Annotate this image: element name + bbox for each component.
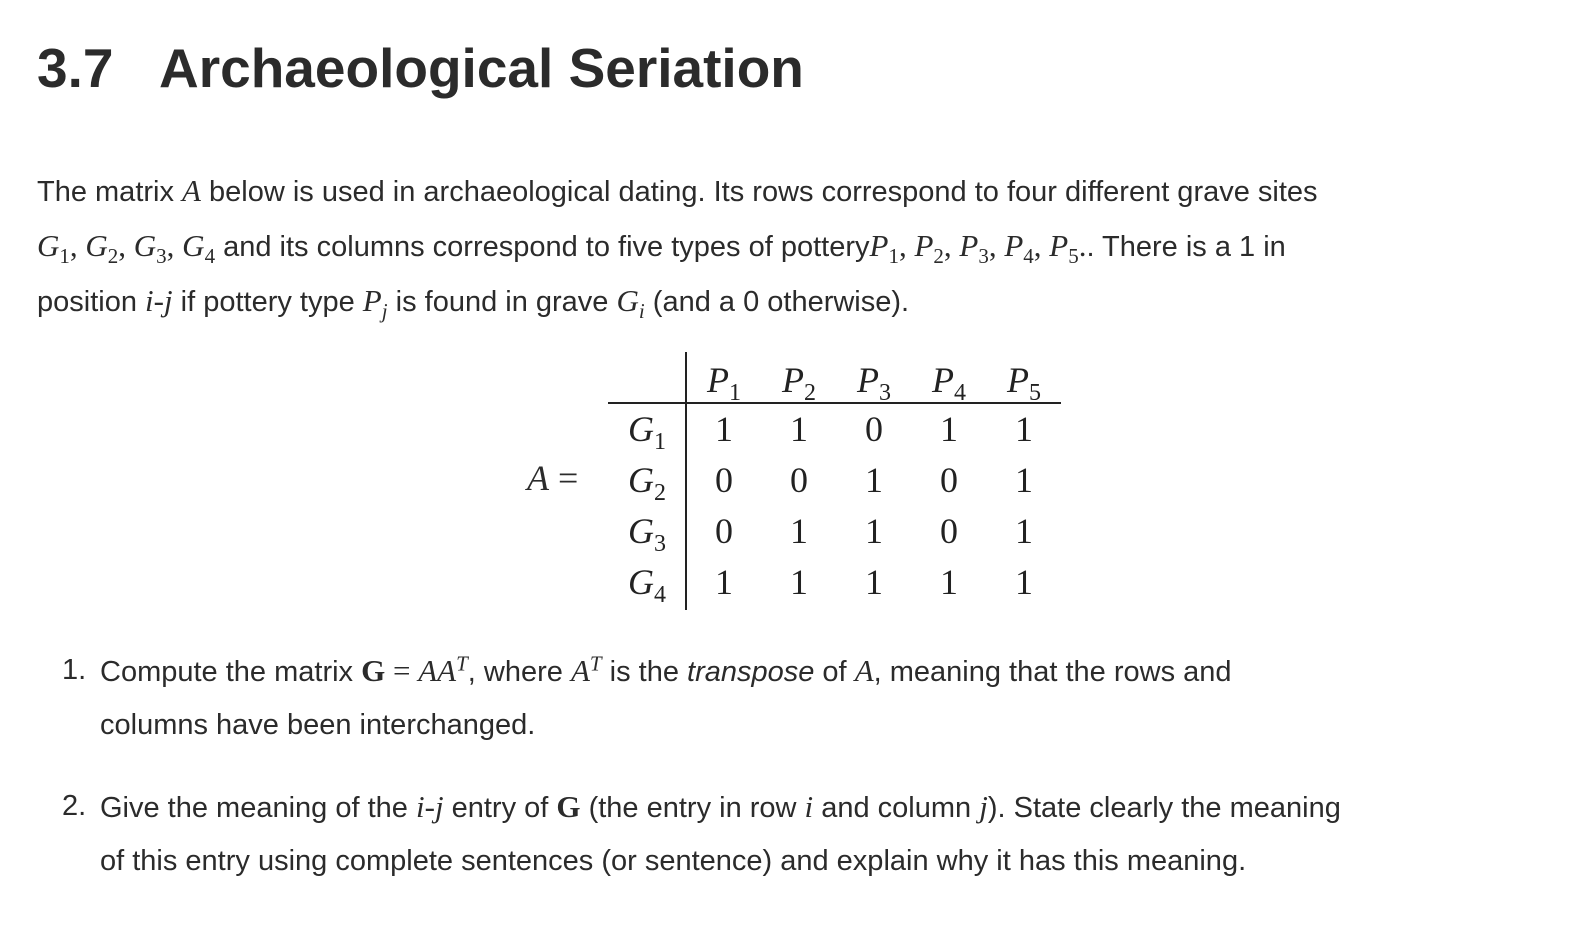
- math-var: j: [979, 789, 988, 824]
- intro-text: below is used in archaeological dating. Its rows correspond to four different grave sites: [200, 176, 1318, 208]
- matrix-row-header: $G_4$: [628, 562, 666, 609]
- question-text: entry of: [443, 792, 557, 824]
- question-text: , where: [467, 656, 571, 688]
- math-subscript: j: [381, 298, 388, 323]
- math-var: i: [145, 283, 154, 318]
- matrix-col-header: $P_5$: [1007, 360, 1041, 407]
- question-list: [62, 644, 1540, 916]
- math-var: G: [133, 228, 157, 263]
- matrix-cell: 1: [790, 409, 808, 449]
- math-sep: .: [1078, 228, 1087, 263]
- question-emphasis: transpose: [687, 656, 815, 688]
- math-var: A: [418, 653, 438, 688]
- matrix-name: A: [527, 458, 549, 498]
- math-var: A: [437, 653, 457, 688]
- matrix-row-header: $G_2$: [628, 460, 666, 507]
- math-sep: ,: [1033, 228, 1050, 263]
- matrix-col-header: $P_2$: [782, 360, 816, 407]
- question-text: Give the meaning of the: [100, 792, 416, 824]
- math-var: G: [556, 789, 581, 824]
- math-sep: ,: [988, 228, 1005, 263]
- matrix-row-header: $G_3$: [628, 511, 666, 558]
- math-sep: =: [385, 653, 419, 688]
- matrix-equals: =: [549, 458, 579, 498]
- question-text: is the: [601, 656, 688, 688]
- math-var: j: [163, 283, 173, 318]
- question-text: ). State clearly the meaning: [987, 792, 1341, 824]
- math-subscript: i: [638, 298, 645, 323]
- question-text: of: [814, 656, 855, 688]
- math-var: G: [361, 653, 386, 688]
- matrix-cell: 1: [865, 511, 883, 551]
- matrix-divider-vertical: [685, 352, 687, 610]
- matrix-col-header: $P_1$: [707, 360, 741, 407]
- question-text: of this entry using complete sentences (or sentence) and explain why it has this meaning.: [100, 845, 1247, 877]
- math-var: i: [804, 789, 814, 824]
- math-sep: ,: [898, 228, 915, 263]
- math-var: P: [362, 283, 382, 318]
- matrix-cell: 1: [1015, 460, 1033, 500]
- intro-text: . There is a 1 in: [1086, 231, 1286, 263]
- matrix-cell: 1: [865, 562, 883, 602]
- matrix-cell: 1: [1015, 409, 1033, 449]
- intro-paragraph: The matrix A below is used in archaeological dating. Its rows correspond to four different grave sites $G_1$, $G_2$, $G_3$, $G_4$ and its columns correspond to five types of potteryP$_1$, $P_2$, $P_3$, $P_4$, $P_5$.. There is a 1 in position i-j if pottery type $P_j$ is found in grave $G_i$ (and a 0 otherwise).: [37, 173, 1318, 323]
- math-sep: -: [153, 283, 164, 318]
- matrix-cell: 1: [865, 460, 883, 500]
- matrix-divider-horizontal: [608, 402, 1061, 404]
- math-var: G: [182, 228, 205, 263]
- matrix-label: [527, 457, 578, 499]
- math-var: A: [570, 653, 590, 688]
- section-number: 3.7: [37, 37, 114, 99]
- math-sep: ,: [69, 228, 86, 263]
- matrix-cell: 0: [940, 460, 958, 500]
- intro-text: is found in grave: [387, 286, 617, 318]
- question-text: , meaning that the rows and: [873, 656, 1232, 688]
- matrix-cell: 1: [790, 511, 808, 551]
- question-text: (the entry in row: [580, 792, 805, 824]
- math-sep: -: [424, 789, 435, 824]
- math-var: G: [37, 228, 60, 263]
- question-number: 2.: [62, 790, 87, 822]
- matrix-col-header: $P_3$: [857, 360, 891, 407]
- matrix-cell: 0: [940, 511, 958, 551]
- math-sep: ,: [166, 228, 183, 263]
- question-item: [62, 644, 1540, 752]
- question-number: 1.: [62, 654, 87, 686]
- matrix-col-header: $P_4$: [932, 360, 966, 407]
- math-var: A: [854, 653, 874, 688]
- intro-text: (and a 0 otherwise).: [644, 286, 910, 318]
- matrix-row-header: $G_1$: [628, 409, 666, 456]
- intro-text: if pottery type: [172, 286, 363, 318]
- math-var: G: [85, 228, 108, 263]
- math-sep: ,: [943, 228, 960, 263]
- matrix-cell: 0: [715, 460, 733, 500]
- math-var: P: [1004, 228, 1024, 263]
- intro-text: The matrix: [37, 176, 183, 208]
- question-item: [62, 780, 1540, 888]
- matrix-cell: 1: [715, 409, 733, 449]
- math-sep: ,: [118, 228, 134, 263]
- math-var: P: [959, 228, 979, 263]
- math-var: j: [434, 789, 444, 824]
- matrix-cell: 0: [790, 460, 808, 500]
- math-var: G: [616, 283, 639, 318]
- matrix-cell: 1: [940, 562, 958, 602]
- matrix-cell: 1: [715, 562, 733, 602]
- section-title: Archaeological Seriation: [159, 37, 804, 99]
- matrix-cell: 1: [1015, 511, 1033, 551]
- math-superscript: T: [589, 651, 602, 676]
- matrix-cell: 1: [940, 409, 958, 449]
- section-heading: [37, 36, 804, 100]
- question-text: columns have been interchanged.: [100, 709, 536, 741]
- math-var: A: [182, 173, 201, 208]
- math-var: P: [869, 228, 889, 263]
- intro-text: and its columns correspond to five types of pottery: [215, 231, 870, 263]
- math-var: i: [415, 789, 425, 824]
- matrix-cell: 0: [715, 511, 733, 551]
- question-text: and column: [813, 792, 980, 824]
- math-var: P: [914, 228, 934, 263]
- intro-text: position: [37, 286, 146, 318]
- matrix-cell: 1: [790, 562, 808, 602]
- question-text: Compute the matrix: [100, 656, 362, 688]
- math-var: P: [1049, 228, 1069, 263]
- matrix-cell: 0: [865, 409, 883, 449]
- math-superscript: T: [456, 651, 468, 676]
- matrix-cell: 1: [1015, 562, 1033, 602]
